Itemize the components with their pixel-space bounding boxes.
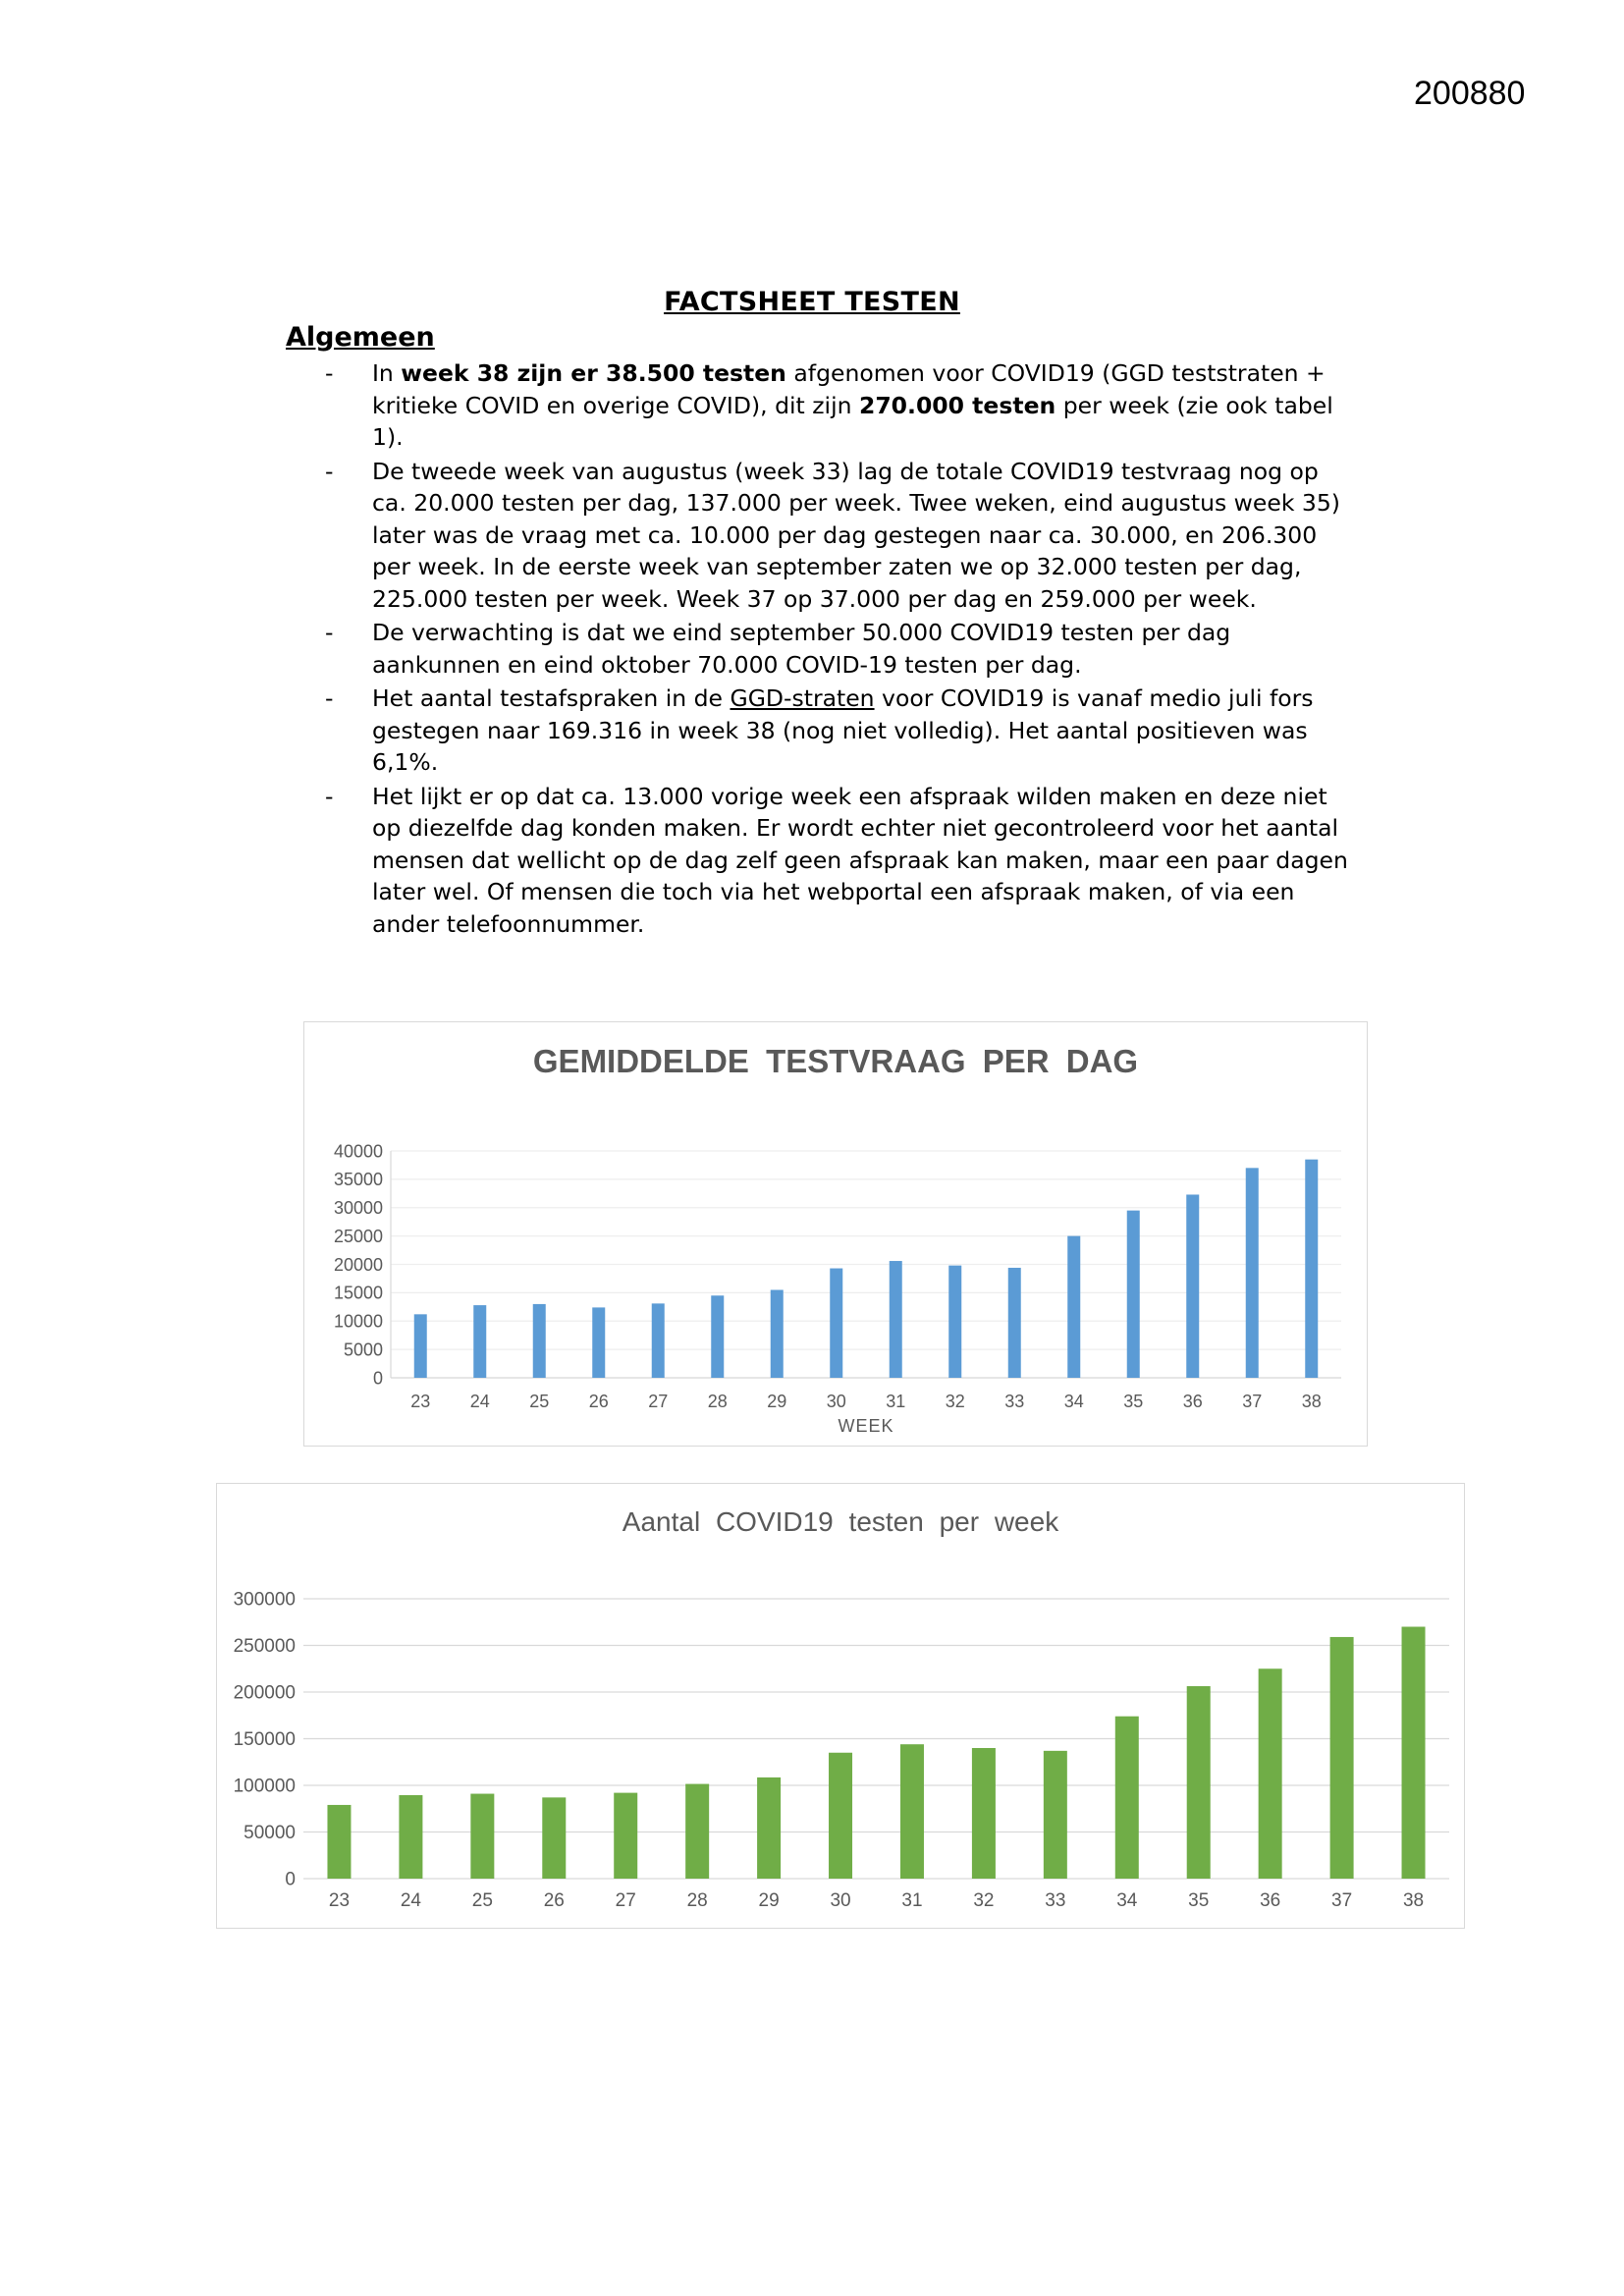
x-tick-label: 36: [1182, 1392, 1203, 1411]
bar: [972, 1748, 996, 1879]
bar: [1044, 1751, 1067, 1879]
y-tick-label: 10000: [333, 1311, 383, 1332]
page-title: FACTSHEET TESTEN: [664, 287, 960, 317]
x-tick-label: 25: [471, 1890, 493, 1911]
x-tick-label: 33: [1045, 1890, 1066, 1911]
y-tick-label: 100000: [233, 1776, 296, 1797]
x-tick-label: 26: [588, 1392, 609, 1411]
x-tick-label: 30: [826, 1392, 846, 1411]
bullet-list: [325, 357, 1354, 942]
bar: [592, 1307, 605, 1378]
bar: [685, 1784, 709, 1879]
y-tick-label: 35000: [333, 1170, 383, 1190]
x-tick-label: 30: [830, 1890, 851, 1911]
bar: [1127, 1211, 1140, 1378]
x-tick-label: 37: [1242, 1392, 1263, 1411]
y-tick-label: 0: [285, 1869, 296, 1890]
bar: [1330, 1637, 1354, 1879]
chart-plot: [304, 1022, 1367, 1446]
bar: [473, 1305, 486, 1378]
bar: [327, 1805, 351, 1879]
x-tick-label: 35: [1123, 1392, 1144, 1411]
text-run: Het lijkt er op dat ca. 13.000 vorige week een afspraak wilden maken en deze niet op diezelfde dag konden maken. Er wordt echter niet gecontroleerd voor het aantal mensen dat wellicht op de dag zelf geen afspraak kan maken, maar een paar dagen later wel. Of mensen die toch via het webportal een afspraak maken, of via een ander telefoonnummer.: [372, 782, 1348, 938]
bar: [757, 1777, 781, 1879]
x-tick-label: 38: [1402, 1890, 1425, 1911]
bar: [399, 1795, 422, 1879]
bar: [948, 1266, 961, 1378]
y-tick-label: 40000: [333, 1141, 383, 1162]
x-tick-label: 31: [886, 1392, 906, 1411]
x-tick-label: 25: [529, 1392, 550, 1411]
x-tick-label: 23: [410, 1392, 431, 1411]
bullet-dash: -: [325, 782, 334, 810]
bold-text: week 38 zijn er 38.500 testen: [401, 359, 786, 387]
bullet-dash: -: [325, 457, 334, 485]
y-tick-label: 250000: [233, 1636, 296, 1658]
bar: [1186, 1194, 1199, 1378]
text-run: In: [372, 359, 402, 387]
x-tick-label: 24: [469, 1392, 490, 1411]
bullet-dash: -: [325, 684, 334, 712]
bar: [470, 1794, 494, 1879]
bar: [1115, 1717, 1139, 1879]
bar: [652, 1303, 665, 1378]
bullet-item: [325, 456, 1354, 616]
bar: [1402, 1627, 1426, 1880]
y-tick-label: 25000: [333, 1226, 383, 1246]
bullet-item: [325, 617, 1354, 681]
bar: [1187, 1686, 1211, 1879]
chart-plot: [217, 1484, 1464, 1928]
bar: [1008, 1268, 1021, 1378]
bullet-dash: -: [325, 619, 334, 646]
x-tick-label: 28: [707, 1392, 728, 1411]
bar: [542, 1797, 566, 1879]
x-tick-label: 33: [1004, 1392, 1025, 1411]
bullet-item: [325, 781, 1354, 941]
bar: [890, 1261, 902, 1378]
bar: [614, 1793, 637, 1879]
bold-text: 270.000 testen: [858, 391, 1056, 419]
bar: [1246, 1168, 1259, 1378]
bar: [533, 1304, 546, 1378]
x-tick-label: 32: [945, 1392, 965, 1411]
x-tick-label: 29: [767, 1392, 787, 1411]
underlined-text: GGD-straten: [730, 684, 875, 712]
x-tick-label: 38: [1301, 1392, 1322, 1411]
y-tick-label: 50000: [244, 1823, 296, 1844]
bar: [414, 1314, 427, 1378]
chart-title: Aantal COVID19 testen per week: [622, 1506, 1059, 1537]
x-tick-label: 23: [328, 1890, 351, 1911]
y-tick-label: 300000: [233, 1589, 296, 1611]
text-run: afgenomen voor COVID19 (GGD teststraten + kritieke COVID en overige COVID), dit zijn: [372, 359, 1326, 419]
x-tick-label: 28: [686, 1890, 708, 1911]
bar: [1305, 1160, 1318, 1378]
x-tick-label: 29: [758, 1890, 780, 1911]
bar: [829, 1753, 852, 1879]
x-tick-label: 27: [648, 1392, 669, 1411]
x-tick-label: 24: [400, 1890, 421, 1911]
text-run: per week (zie ook tabel 1).: [372, 391, 1333, 451]
x-tick-label: 27: [615, 1890, 636, 1911]
bullet-item: [325, 357, 1354, 454]
x-tick-label: 36: [1260, 1890, 1281, 1911]
x-tick-label: 37: [1331, 1890, 1353, 1911]
daily-test-demand-chart: [303, 1021, 1368, 1447]
bar: [900, 1744, 924, 1879]
weekly-tests-chart: [216, 1483, 1465, 1929]
bar: [711, 1295, 724, 1378]
x-tick-label: 34: [1116, 1890, 1138, 1911]
bar: [1259, 1668, 1282, 1879]
y-tick-label: 20000: [333, 1254, 383, 1275]
text-run: Het aantal testafspraken in de: [372, 684, 731, 712]
text-run: De tweede week van augustus (week 33) lag de totale COVID19 testvraag nog op ca. 20.000 testen per dag, 137.000 per week. Twee weken, eind augustus week 35) later was de vraag met ca. 10.000 per dag gestegen naar ca. 30.000, en 206.300 per week. In de eerste week van september zaten we op 32.000 testen per dag, 225.000 testen per week. Week 37 op 37.000 per dag en 259.000 per week.: [372, 457, 1340, 613]
document-number: 200880: [1414, 75, 1526, 112]
bullet-dash: -: [325, 359, 334, 387]
x-tick-label: 26: [543, 1890, 565, 1911]
y-tick-label: 15000: [333, 1283, 383, 1303]
y-tick-label: 30000: [333, 1198, 383, 1219]
x-tick-label: 34: [1063, 1392, 1084, 1411]
x-tick-label: 31: [901, 1890, 923, 1911]
x-tick-label: 35: [1188, 1890, 1210, 1911]
text-run: De verwachting is dat we eind september 50.000 COVID19 testen per dag aankunnen en eind oktober 70.000 COVID-19 testen per dag.: [372, 619, 1231, 679]
bullet-item: [325, 683, 1354, 779]
x-tick-label: 32: [973, 1890, 995, 1911]
chart-title: GEMIDDELDE TESTVRAAG PER DAG: [532, 1043, 1139, 1079]
bar: [771, 1289, 784, 1378]
bar: [1067, 1236, 1080, 1378]
text-run: voor COVID19 is vanaf medio juli fors gestegen naar 169.316 in week 38 (nog niet volledig). Het aantal positieven was 6,1%.: [372, 684, 1314, 776]
bar: [830, 1269, 842, 1378]
y-tick-label: 150000: [233, 1729, 296, 1751]
y-tick-label: 200000: [233, 1682, 296, 1704]
y-tick-label: 0: [372, 1368, 383, 1389]
x-axis-title: WEEK: [838, 1416, 894, 1436]
section-heading: Algemeen: [286, 322, 435, 353]
y-tick-label: 5000: [343, 1339, 383, 1360]
